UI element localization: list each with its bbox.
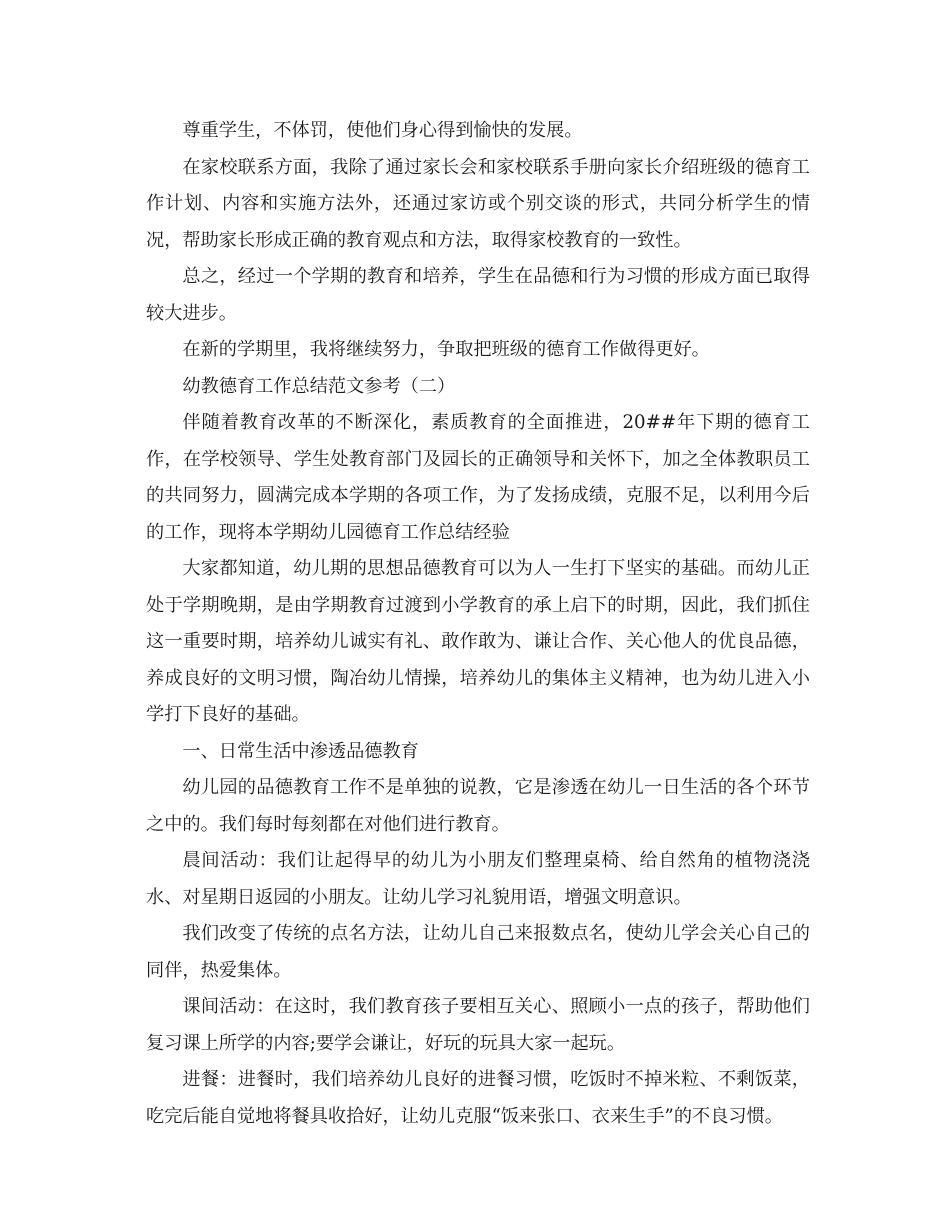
paragraph-home-school-contact: 在家校联系方面，我除了通过家长会和家校联系手册向家长介绍班级的德育工作计划、内容和实施方法外，还通过家访或个别交谈的形式，共同分析学生的情况，帮助家长形成正确的教育观点和方法，取得家校教育的一致性。 — [146, 156, 810, 251]
section-title: 幼教德育工作总结范文参考（二） — [182, 375, 456, 397]
subsection-heading: 一、日常生活中渗透品德教育 — [182, 740, 419, 762]
paragraph-meals: 进餐：进餐时，我们培养幼儿良好的进餐习惯，吃饭时不掉米粒、不剩饭菜，吃完后能自觉地将餐具收拾好，让幼儿克服“饭来张口、衣来生手”的不良习惯。 — [146, 1069, 810, 1127]
paragraph-break-activities: 课间活动：在这时，我们教育孩子要相互关心、照顾小一点的孩子，帮助他们复习课上所学的内容;要学会谦让，好玩的玩具大家一起玩。 — [146, 996, 810, 1054]
paragraph-education-reform: 伴随着教育改革的不断深化，素质教育的全面推进，20##年下期的德育工作，在学校领导、学生处教育部门及园长的正确领导和关怀下，加之全体教职员工的共同努力，圆满完成本学期的各项工作，为了发扬成绩，克服不足，以利用今后的工作，现将本学期幼儿园德育工作总结经验 — [146, 412, 810, 543]
document-page — [146, 113, 810, 1135]
paragraph-respect-students: 尊重学生，不体罚，使他们身心得到愉快的发展。 — [182, 120, 583, 141]
paragraph-daily-life: 幼儿园的品德教育工作不是单独的说教，它是渗透在幼儿一日生活的各个环节之中的。我们每时每刻都在对他们进行教育。 — [146, 777, 810, 835]
paragraph-morning-activities: 晨间活动：我们让起得早的幼儿为小朋友们整理桌椅、给自然角的植物浇浇水、对星期日返园的小朋友。让幼儿学习礼貌用语，增强文明意识。 — [146, 850, 810, 908]
paragraph-summary: 总之，经过一个学期的教育和培养，学生在品德和行为习惯的形成方面已取得较大进步。 — [146, 266, 810, 324]
paragraph-moral-education: 大家都知道，幼儿期的思想品德教育可以为人一生打下坚实的基础。而幼儿正处于学期晚期，是由学期教育过渡到小学教育的承上启下的时期，因此，我们抓住这一重要时期，培养幼儿诚实有礼、敢作敢为、谦让合作、关心他人的优良品德，养成良好的文明习惯，陶冶幼儿情操，培养幼儿的集体主义精神，也为幼儿进入小学打下良好的基础。 — [146, 558, 810, 725]
paragraph-roll-call: 我们改变了传统的点名方法，让幼儿自己来报数点名，使幼儿学会关心自己的同伴，热爱集体。 — [146, 923, 810, 981]
paragraph-new-semester: 在新的学期里，我将继续努力，争取把班级的德育工作做得更好。 — [182, 339, 710, 360]
